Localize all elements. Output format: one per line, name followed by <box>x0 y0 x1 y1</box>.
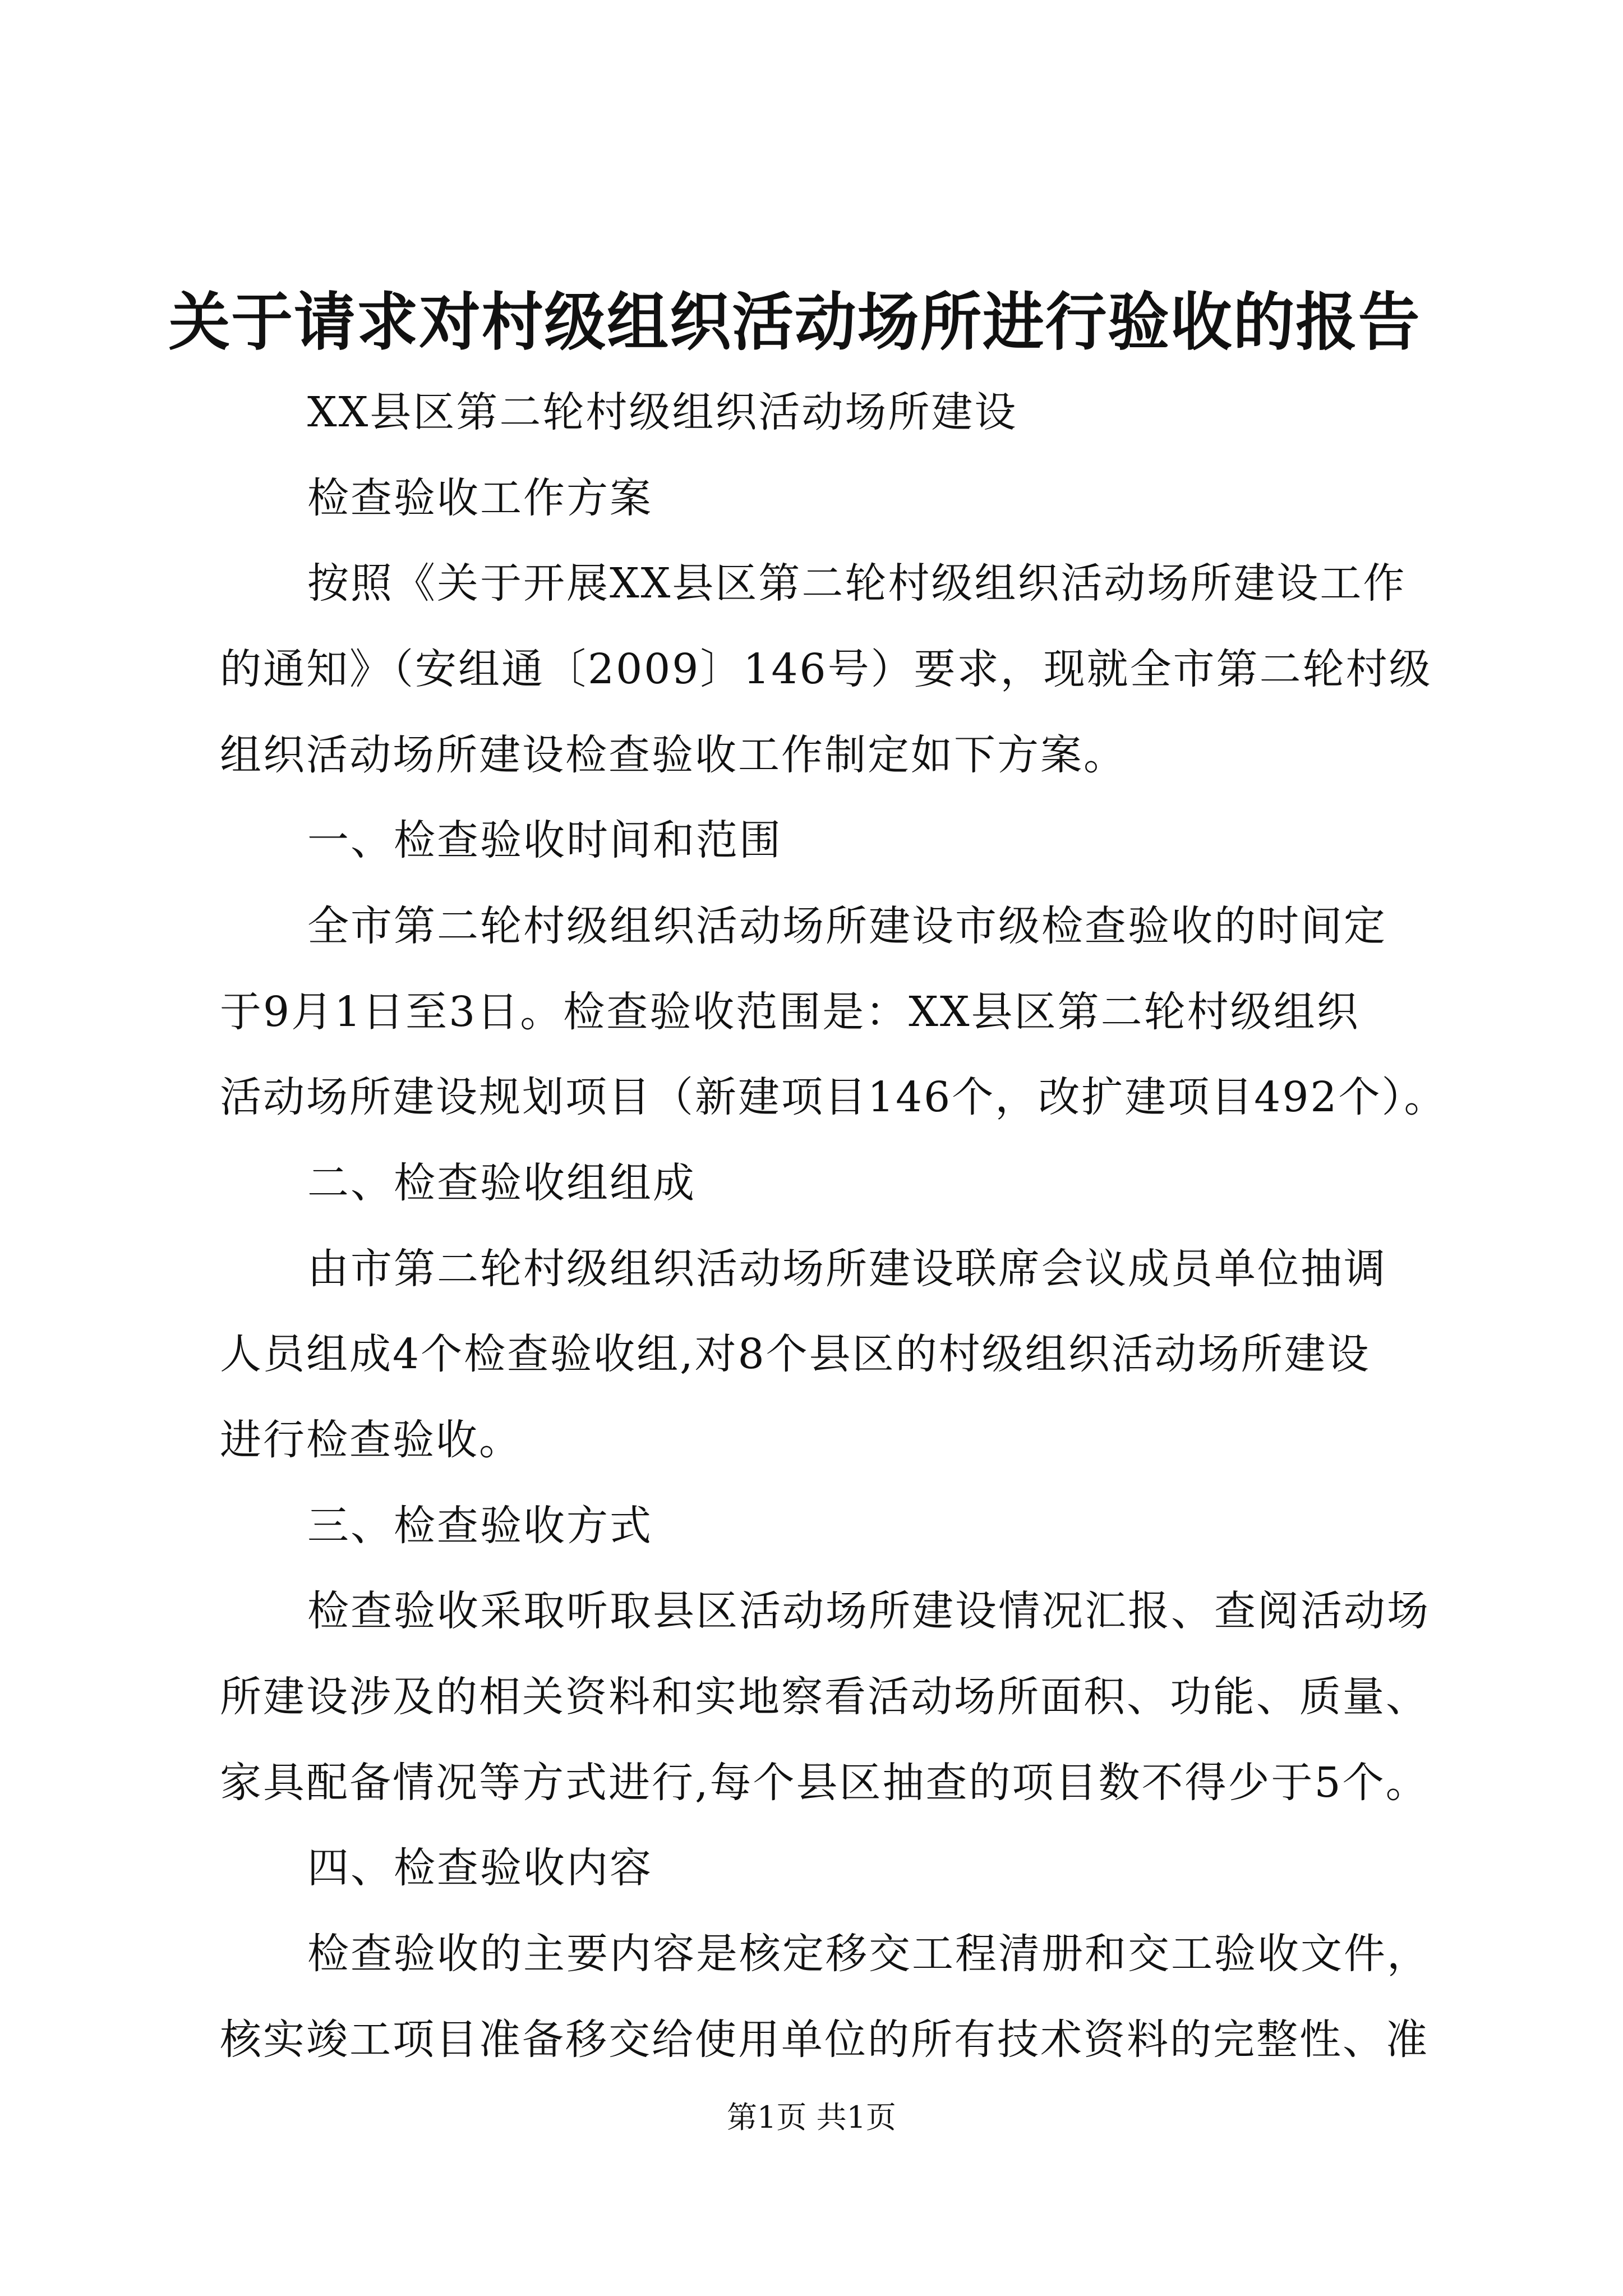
section-heading: 三、检查验收方式 <box>307 1502 653 1550</box>
body-line: XX县区第二轮村级组织活动场所建设 <box>307 388 1018 436</box>
body-line: 进行检查验收。 <box>220 1416 522 1464</box>
body-line: 检查验收工作方案 <box>307 474 653 522</box>
section-heading: 二、检查验收组组成 <box>307 1159 696 1207</box>
body-line: 由市第二轮村级组织活动场所建设联席会议成员单位抽调 <box>307 1245 1387 1293</box>
body-line: 所建设涉及的相关资料和实地察看活动场所面积、功能、质量、 <box>220 1673 1429 1721</box>
body-line: 于9月1日至3日。检查验收范围是：XX县区第二轮村级组织 <box>220 988 1360 1036</box>
body-line: 全市第二轮村级组织活动场所建设市级检查验收的时间定 <box>307 902 1387 950</box>
body-line: 活动场所建设规划项目（新建项目146个，改扩建项目492个）。 <box>220 1073 1447 1121</box>
body-line: 检查验收采取听取县区活动场所建设情况汇报、查阅活动场 <box>307 1587 1430 1635</box>
section-heading: 一、检查验收时间和范围 <box>307 816 782 864</box>
document-title: 关于请求对村级组织活动场所进行验收的报告 <box>168 286 1421 359</box>
body-line: 人员组成4个检查验收组,对8个县区的村级组织活动场所建设 <box>220 1330 1371 1378</box>
body-line: 核实竣工项目准备移交给使用单位的所有技术资料的完整性、准 <box>220 2016 1429 2064</box>
body-line: 家具配备情况等方式进行,每个县区抽查的项目数不得少于5个。 <box>220 1759 1429 1807</box>
body-line: 组织活动场所建设检查验收工作制定如下方案。 <box>220 731 1127 779</box>
body-line: 检查验收的主要内容是核定移交工程清册和交工验收文件， <box>307 1930 1430 1978</box>
body-line: 按照《关于开展XX县区第二轮村级组织活动场所建设工作 <box>307 559 1407 608</box>
section-heading: 四、检查验收内容 <box>307 1844 653 1892</box>
page-footer: 第1页 共1页 <box>727 2100 896 2135</box>
body-line: 的通知》（安组通〔2009〕146号）要求，现就全市第二轮村级 <box>220 645 1432 693</box>
